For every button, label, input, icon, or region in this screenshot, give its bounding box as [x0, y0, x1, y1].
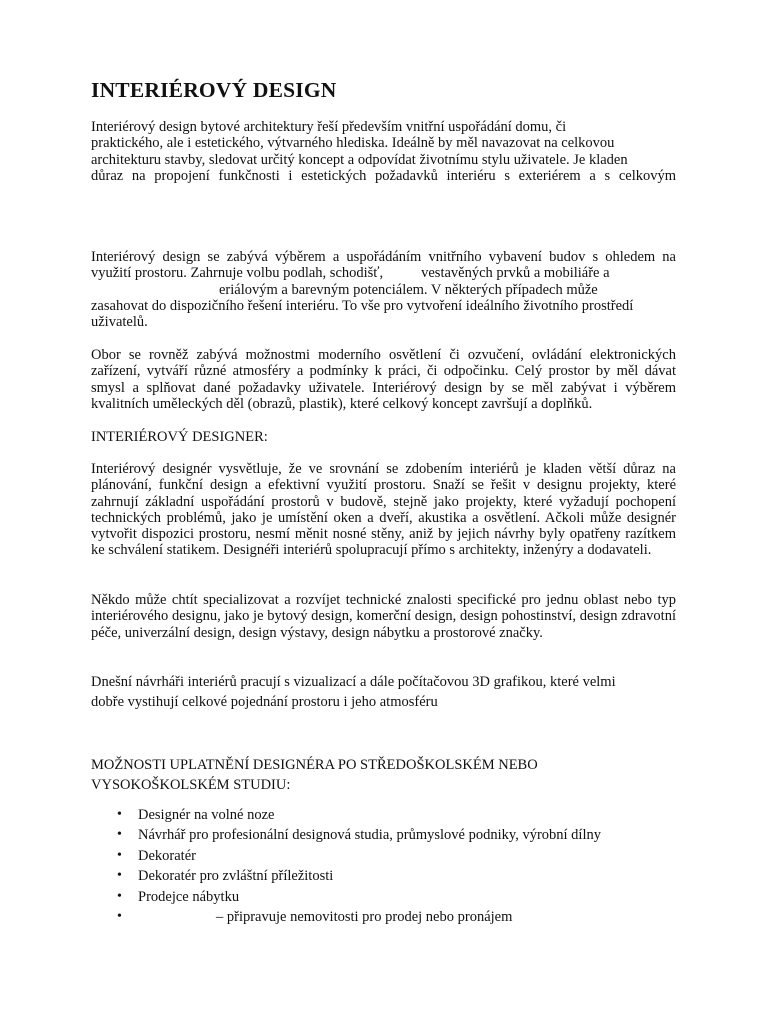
- p2-line-4: zasahovat do dispozičního řešení interiéru. To vše pro vytvoření ideálního životního prostředí: [91, 297, 634, 314]
- page-title: INTERIÉROVÝ DESIGN: [91, 78, 337, 102]
- paragraph-lighting: [91, 347, 676, 412]
- list-item-text: Návrhář pro profesionální designová studia, průmyslové podniky, výrobní dílny: [138, 827, 601, 844]
- bullet-icon: •: [117, 868, 122, 884]
- intro-line-4: důraz na propojení funkčnosti i estetických požadavků interiéru s exteriérem a s celkovým: [91, 167, 676, 184]
- p2-line-3: [91, 282, 676, 298]
- designer-heading: [91, 429, 676, 445]
- bullet-icon: •: [117, 827, 122, 843]
- list-item-text: Prodejce nábytku: [138, 888, 240, 905]
- bullet-icon: •: [117, 807, 122, 822]
- p2-line-1: Interiérový design se zabývá výběrem a uspořádáním vnitřního vybavení budov s ohledem na: [91, 249, 676, 265]
- paragraph-selection: [91, 249, 676, 330]
- intro-line-3: architekturu stavby, sledovat určitý koncept a odpovídat životnímu stylu uživatele. Je kladen: [91, 151, 628, 168]
- list-item: [91, 806, 676, 826]
- list-item: [91, 826, 676, 846]
- paragraph-designer: [91, 461, 676, 559]
- list-item-text: Dekoratér pro zvláštní příležitosti: [138, 868, 334, 885]
- list-item-text: Dekoratér: [138, 847, 196, 864]
- list-item: [91, 888, 676, 908]
- paragraph-specialization: [91, 592, 676, 641]
- paragraph-visualization: [91, 672, 676, 712]
- p5-text: Někdo může chtít specializovat a rozvíjet technické znalosti specifické pro jednu oblast nebo typ interiérového designu, jako je bytový design, komerční design, design pohostinství, design zdravotní péče, univerzální design, design výstavy, design nábytku a prostorové značky.: [91, 592, 676, 641]
- p2-line-2b: vestavěných prvků a mobiliáře a: [421, 265, 610, 282]
- list-item: [91, 847, 676, 867]
- p2-line-5: uživatelů.: [91, 314, 148, 331]
- intro-line-1: Interiérový design bytové architektury řeší především vnitřní uspořádání domu, či: [91, 119, 567, 135]
- career-heading-line-2: VYSOKOŠKOLSKÉM STUDIU:: [91, 777, 291, 793]
- p2-line-2: [91, 265, 676, 281]
- bullet-icon: •: [117, 847, 122, 863]
- list-item-text: Designér na volné noze: [138, 807, 275, 823]
- list-item-text: – připravuje nemovitosti pro prodej nebo pronájem: [216, 908, 513, 925]
- p6-line-2: dobře vystihují celkové pojednání prostoru i jeho atmosféru: [91, 694, 438, 710]
- p3-text: Obor se rovněž zabývá možnostmi moderního osvětlení či ozvučení, ovládání elektronických zařízení, vytváří různé atmosféry a podmínky k práci, či odpočinku. Celý prostor by měl dávat smysl a splňovat dané požadavky uživatele. Interiérový design by se měl zabývat i výběrem kvalitních uměleckých děl (obrazů, plastik), které celkový koncept završují a doplňků.: [91, 347, 676, 412]
- career-heading: [91, 755, 676, 795]
- p6-line-1: Dnešní návrháři interiérů pracují s vizualizací a dále počítačovou 3D grafikou, které velmi: [91, 674, 616, 690]
- career-list: [91, 806, 676, 928]
- bullet-icon: •: [117, 888, 122, 904]
- bullet-icon: •: [117, 908, 122, 924]
- p2-line-3-text: eriálovým a barevným potenciálem. V některých případech může: [219, 281, 598, 298]
- p4-text: Interiérový designér vysvětluje, že ve srovnání se zdobením interiérů je kladen větší důraz na plánování, funkční design a efektivní využití prostoru. Snaží se řešit v designu projekty, které zahrnují základní uspořádání prostorů v budově, stejně jako projekty, které vyžadují pochopení technických problémů, jako je umístění oken a dveří, akustika a osvětlení. Ačkoli může designér vytvořit dispozici prostoru, nesmí měnit nosné stěny, aniž by jejich návrhy byly opatřeny razítkem ke schválení statikem. Designéři interiérů spolupracují přímo s architekty, inženýry a dodavateli.: [91, 461, 676, 559]
- list-item: [91, 908, 676, 928]
- intro-paragraph: [91, 119, 676, 184]
- p2-line-2a: využití prostoru. Zahrnuje volbu podlah, schodišť,: [91, 265, 384, 282]
- intro-line-2: praktického, ale i estetického, výtvarného hlediska. Ideálně by měl navazovat na celkovou: [91, 135, 615, 152]
- list-item: [91, 867, 676, 887]
- career-heading-line-1: MOŽNOSTI UPLATNĚNÍ DESIGNÉRA PO STŘEDOŠKOLSKÉM NEBO: [91, 757, 538, 773]
- designer-heading-text: INTERIÉROVÝ DESIGNER:: [91, 429, 268, 445]
